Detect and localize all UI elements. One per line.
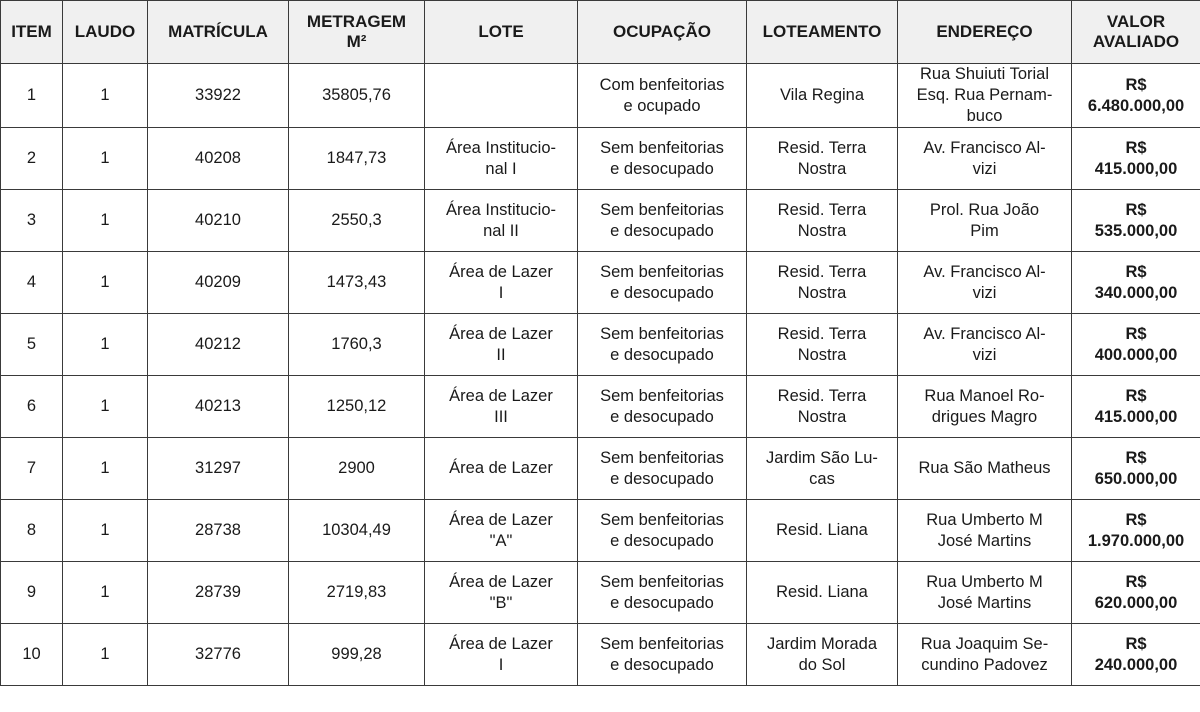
cell-text-line: 400.000,00 — [1094, 345, 1178, 364]
cell-text-line: Rua Manoel Ro- — [924, 386, 1045, 405]
cell-text-line: I — [498, 655, 504, 674]
cell-endereco — [898, 128, 1072, 190]
cell-text-line: e desocupado — [610, 159, 714, 178]
cell-text-line: Vila Regina — [779, 86, 865, 104]
cell-item: 7 — [1, 438, 63, 500]
table-row — [1, 190, 1200, 252]
cell-loteamento — [747, 190, 898, 252]
cell-loteamento — [747, 252, 898, 314]
cell-text-line: José Martins — [937, 531, 1032, 550]
cell-text-line: Esq. Rua Pernam- — [916, 86, 1053, 104]
cell-text-line: Área Institucio- — [445, 138, 557, 157]
cell-valor — [1072, 438, 1200, 500]
cell-lote — [425, 624, 578, 686]
column-header-matricula — [148, 1, 289, 64]
column-header-ocupacao — [578, 1, 747, 64]
cell-loteamento — [747, 438, 898, 500]
cell-matricula: 32776 — [148, 624, 289, 686]
cell-text-line: Área de Lazer — [449, 324, 553, 343]
cell-text-line: Nostra — [797, 159, 847, 178]
cell-text-line: Sem benfeitorias — [600, 138, 724, 157]
cell-text-line: e desocupado — [610, 407, 714, 426]
cell-text-line: Jardim Morada — [766, 634, 878, 653]
cell-item: 6 — [1, 376, 63, 438]
cell-text-line: e desocupado — [610, 283, 714, 302]
cell-text-line: Área Institucio- — [445, 200, 557, 219]
column-header-item — [1, 1, 63, 64]
cell-laudo: 1 — [63, 562, 148, 624]
cell-text-line: Nostra — [797, 345, 847, 364]
cell-text-line: do Sol — [798, 655, 846, 674]
cell-item: 1 — [1, 64, 63, 128]
cell-text-line: Nostra — [797, 283, 847, 302]
cell-text-line: vizi — [972, 159, 997, 178]
cell-item: 8 — [1, 500, 63, 562]
cell-text-line: Prol. Rua João — [929, 200, 1040, 219]
cell-laudo: 1 — [63, 128, 148, 190]
cell-endereco — [898, 190, 1072, 252]
cell-loteamento — [747, 376, 898, 438]
cell-text-line: "A" — [489, 531, 513, 550]
cell-metragem: 35805,76 — [289, 64, 425, 128]
cell-text-line: R$ — [1125, 200, 1147, 219]
column-header-label: LAUDO — [74, 22, 136, 41]
column-header-label: MATRÍCULA — [168, 22, 268, 41]
cell-metragem: 2900 — [289, 438, 425, 500]
cell-metragem: 1473,43 — [289, 252, 425, 314]
cell-text-line: José Martins — [937, 593, 1032, 612]
cell-valor — [1072, 562, 1200, 624]
cell-item: 5 — [1, 314, 63, 376]
table-row — [1, 128, 1200, 190]
column-header-valor — [1072, 1, 1200, 64]
cell-valor — [1072, 376, 1200, 438]
cell-text-line: Resid. Terra — [777, 324, 867, 343]
cell-text-line: cundino Padovez — [921, 655, 1048, 674]
cell-lote — [425, 376, 578, 438]
cell-loteamento — [747, 314, 898, 376]
cell-text-line: 535.000,00 — [1094, 221, 1178, 240]
cell-text-line: Av. Francisco Al- — [923, 324, 1046, 343]
cell-text-line: R$ — [1125, 634, 1147, 653]
table-row — [1, 438, 1200, 500]
cell-metragem: 1760,3 — [289, 314, 425, 376]
cell-text-line: Sem benfeitorias — [600, 634, 724, 653]
cell-ocupacao — [578, 252, 747, 314]
cell-text-line: Área de Lazer — [449, 510, 553, 529]
cell-valor — [1072, 314, 1200, 376]
cell-laudo: 1 — [63, 64, 148, 128]
cell-text-line: vizi — [972, 345, 997, 364]
cell-text-line: R$ — [1125, 572, 1147, 591]
cell-text-line: Rua Joaquim Se- — [920, 634, 1049, 653]
table-row — [1, 314, 1200, 376]
cell-laudo: 1 — [63, 252, 148, 314]
cell-item: 3 — [1, 190, 63, 252]
column-header-label: AVALIADO — [1092, 32, 1180, 51]
cell-text-line: e desocupado — [610, 345, 714, 364]
cell-loteamento — [747, 500, 898, 562]
cell-text-line: e desocupado — [610, 469, 714, 488]
table-body — [1, 64, 1200, 686]
column-header-label: ENDEREÇO — [936, 22, 1033, 41]
cell-lote — [425, 562, 578, 624]
cell-text-line: I — [498, 283, 504, 302]
cell-text-line: Resid. Terra — [777, 262, 867, 281]
cell-matricula: 28738 — [148, 500, 289, 562]
cell-text-line: Rua São Matheus — [918, 459, 1051, 477]
cell-metragem: 1250,12 — [289, 376, 425, 438]
cell-text-line: R$ — [1125, 386, 1147, 405]
column-header-laudo — [63, 1, 148, 64]
cell-text-line: 415.000,00 — [1094, 407, 1178, 426]
cell-item: 9 — [1, 562, 63, 624]
column-header-loteamento — [747, 1, 898, 64]
cell-ocupacao — [578, 562, 747, 624]
cell-text-line: 650.000,00 — [1094, 469, 1178, 488]
cell-text-line: Sem benfeitorias — [600, 200, 724, 219]
column-header-metragem — [289, 1, 425, 64]
cell-text-line: Sem benfeitorias — [600, 262, 724, 281]
column-header-label: OCUPAÇÃO — [613, 22, 711, 41]
cell-text-line: Resid. Terra — [777, 200, 867, 219]
cell-text-line: Sem benfeitorias — [600, 386, 724, 405]
cell-text-line: buco — [966, 107, 1003, 125]
cell-text-line: R$ — [1125, 75, 1147, 94]
cell-text-line: Nostra — [797, 407, 847, 426]
cell-endereco — [898, 562, 1072, 624]
table-row — [1, 376, 1200, 438]
cell-metragem: 999,28 — [289, 624, 425, 686]
cell-text-line: Av. Francisco Al- — [923, 262, 1046, 281]
column-header-label: VALOR — [1106, 12, 1166, 31]
cell-matricula: 40212 — [148, 314, 289, 376]
cell-text-line: R$ — [1125, 510, 1147, 529]
cell-metragem: 10304,49 — [289, 500, 425, 562]
cell-text-line: 620.000,00 — [1094, 593, 1178, 612]
cell-text-line: Com benfeitorias — [599, 75, 725, 94]
cell-text-line: vizi — [972, 283, 997, 302]
cell-text-line: Área de Lazer — [449, 634, 553, 653]
cell-text-line: Sem benfeitorias — [600, 324, 724, 343]
cell-valor — [1072, 190, 1200, 252]
cell-lote — [425, 438, 578, 500]
cell-matricula: 40209 — [148, 252, 289, 314]
cell-text-line: R$ — [1125, 324, 1147, 343]
cell-text-line: e ocupado — [623, 96, 701, 115]
cell-text-line: II — [496, 345, 506, 364]
cell-text-line: R$ — [1125, 138, 1147, 157]
cell-laudo: 1 — [63, 376, 148, 438]
cell-endereco — [898, 252, 1072, 314]
cell-text-line: Sem benfeitorias — [600, 448, 724, 467]
cell-text-line: cas — [809, 469, 835, 488]
cell-text-line: Resid. Liana — [776, 521, 868, 539]
column-header-endereco — [898, 1, 1072, 64]
cell-laudo: 1 — [63, 624, 148, 686]
cell-endereco — [898, 500, 1072, 562]
cell-item: 2 — [1, 128, 63, 190]
cell-loteamento — [747, 128, 898, 190]
cell-item: 4 — [1, 252, 63, 314]
cell-text-line: Jardim São Lu- — [766, 448, 878, 467]
cell-endereco — [898, 376, 1072, 438]
cell-matricula: 33922 — [148, 64, 289, 128]
cell-matricula: 40213 — [148, 376, 289, 438]
cell-loteamento — [747, 562, 898, 624]
cell-ocupacao — [578, 438, 747, 500]
cell-text-line: drigues Magro — [931, 407, 1038, 426]
column-header-label: LOTE — [478, 22, 524, 41]
cell-text-line: Área de Lazer — [449, 386, 553, 405]
table-row — [1, 64, 1200, 128]
cell-lote — [425, 500, 578, 562]
cell-text-line: 415.000,00 — [1094, 159, 1178, 178]
cell-lote — [425, 252, 578, 314]
cell-lote — [425, 64, 578, 128]
column-header-label: M² — [346, 32, 367, 51]
cell-ocupacao — [578, 128, 747, 190]
cell-lote — [425, 314, 578, 376]
cell-matricula: 28739 — [148, 562, 289, 624]
cell-matricula: 40208 — [148, 128, 289, 190]
cell-metragem: 2719,83 — [289, 562, 425, 624]
cell-text-line: Rua Shuiuti Torial — [919, 65, 1050, 83]
table-row — [1, 500, 1200, 562]
cell-text-line: Nostra — [797, 221, 847, 240]
cell-endereco — [898, 314, 1072, 376]
cell-text-line: Rua Umberto M — [926, 510, 1043, 529]
cell-metragem: 1847,73 — [289, 128, 425, 190]
cell-valor — [1072, 252, 1200, 314]
cell-matricula: 40210 — [148, 190, 289, 252]
cell-endereco — [898, 624, 1072, 686]
cell-text-line: 6.480.000,00 — [1087, 96, 1185, 115]
cell-item: 10 — [1, 624, 63, 686]
cell-loteamento — [747, 64, 898, 128]
cell-text-line: nal II — [483, 221, 519, 240]
cell-text-line: Área de Lazer — [449, 262, 553, 281]
cell-text-line: 240.000,00 — [1094, 655, 1178, 674]
cell-text-line: e desocupado — [610, 531, 714, 550]
cell-lote — [425, 190, 578, 252]
cell-endereco — [898, 438, 1072, 500]
cell-text-line: Resid. Terra — [777, 386, 867, 405]
cell-text-line: "B" — [489, 593, 513, 612]
cell-laudo: 1 — [63, 438, 148, 500]
cell-text-line: Resid. Liana — [776, 583, 868, 601]
cell-text-line: Rua Umberto M — [926, 572, 1043, 591]
cell-laudo: 1 — [63, 500, 148, 562]
cell-matricula: 31297 — [148, 438, 289, 500]
cell-ocupacao — [578, 376, 747, 438]
cell-valor — [1072, 500, 1200, 562]
cell-metragem: 2550,3 — [289, 190, 425, 252]
cell-laudo: 1 — [63, 314, 148, 376]
cell-ocupacao — [578, 314, 747, 376]
cell-endereco — [898, 64, 1072, 128]
column-header-label: ITEM — [11, 22, 52, 41]
header-row — [1, 1, 1200, 64]
cell-text-line: Resid. Terra — [777, 138, 867, 157]
cell-text-line: R$ — [1125, 262, 1147, 281]
cell-valor — [1072, 64, 1200, 128]
cell-text-line: Pim — [970, 221, 999, 240]
cell-text-line: e desocupado — [610, 593, 714, 612]
cell-text-line: Área de Lazer — [449, 572, 553, 591]
cell-loteamento — [747, 624, 898, 686]
column-header-label: LOTEAMENTO — [762, 22, 882, 41]
cell-ocupacao — [578, 500, 747, 562]
cell-text-line: nal I — [485, 159, 517, 178]
column-header-label: METRAGEM — [306, 12, 407, 31]
table-row — [1, 562, 1200, 624]
cell-text-line: III — [494, 407, 508, 426]
cell-ocupacao — [578, 64, 747, 128]
cell-text-line: e desocupado — [610, 655, 714, 674]
cell-ocupacao — [578, 624, 747, 686]
cell-text-line: Av. Francisco Al- — [923, 138, 1046, 157]
cell-text-line: e desocupado — [610, 221, 714, 240]
cell-valor — [1072, 624, 1200, 686]
table-row — [1, 252, 1200, 314]
cell-text-line: Área de Lazer — [449, 459, 553, 477]
cell-ocupacao — [578, 190, 747, 252]
cell-text-line: Sem benfeitorias — [600, 510, 724, 529]
cell-lote — [425, 128, 578, 190]
cell-text-line: Sem benfeitorias — [600, 572, 724, 591]
cell-text-line: 340.000,00 — [1094, 283, 1178, 302]
cell-text-line: R$ — [1125, 448, 1147, 467]
column-header-lote — [425, 1, 578, 64]
cell-text-line: 1.970.000,00 — [1087, 531, 1185, 550]
cell-laudo: 1 — [63, 190, 148, 252]
cell-valor — [1072, 128, 1200, 190]
table-row — [1, 624, 1200, 686]
